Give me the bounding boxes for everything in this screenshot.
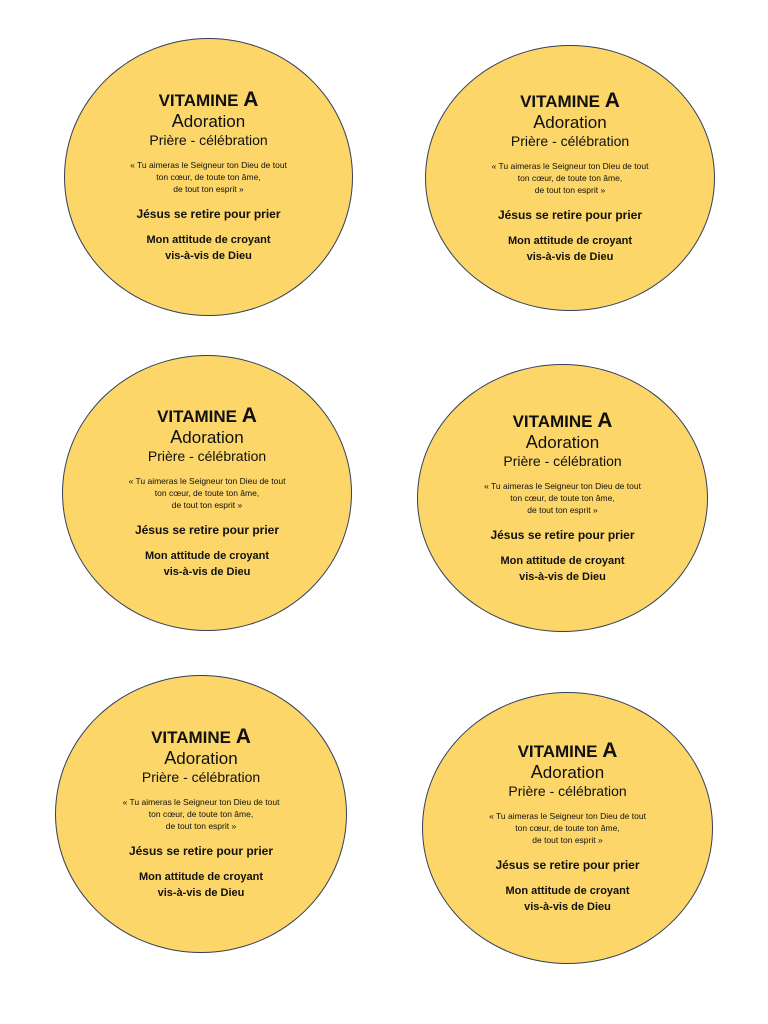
label-attitude: Mon attitude de croyant vis-à-vis de Dieu: [505, 885, 630, 913]
label-title: VITAMINE A: [157, 404, 257, 427]
label-subtitle: Adoration: [164, 748, 238, 768]
vitamin-label-3: [62, 355, 352, 631]
label-jesus-line: Jésus se retire pour prier: [136, 207, 281, 221]
label-title: VITAMINE A: [158, 88, 259, 111]
label-subtitle: Adoration: [533, 112, 607, 132]
label-title: VITAMINE A: [520, 89, 620, 112]
label-jesus-line: Jésus se retire pour prier: [490, 528, 635, 542]
vitamin-label-4: [417, 364, 708, 632]
label-quote: « Tu aimeras le Seigneur ton Dieu de tout ton cœur, de toute ton âme, de tout ton esprit »: [128, 476, 286, 510]
label-quote: « Tu aimeras le Seigneur ton Dieu de tout ton cœur, de toute ton âme, de tout ton esprit »: [489, 811, 646, 845]
vitamin-label-2: [425, 45, 715, 311]
vitamin-label-6: [422, 692, 713, 964]
label-jesus-line: Jésus se retire pour prier: [134, 523, 280, 537]
label-jesus-line: Jésus se retire pour prier: [497, 208, 643, 222]
label-title: VITAMINE A: [517, 739, 618, 762]
label-subtitle-2: Prière - célébration: [510, 133, 630, 149]
label-quote: « Tu aimeras le Seigneur ton Dieu de tout ton cœur, de toute ton âme, de tout ton esprit »: [130, 160, 287, 194]
label-subtitle: Adoration: [530, 762, 605, 782]
label-subtitle-2: Prière - célébration: [503, 453, 622, 469]
vitamin-label-5: [55, 675, 347, 953]
label-subtitle-2: Prière - célébration: [141, 769, 261, 785]
label-subtitle-2: Prière - célébration: [147, 448, 267, 464]
label-attitude: Mon attitude de croyant vis-à-vis de Dieu: [144, 550, 270, 578]
label-subtitle: Adoration: [525, 432, 600, 452]
label-subtitle-2: Prière - célébration: [149, 132, 268, 148]
label-subtitle: Adoration: [171, 111, 246, 131]
vitamin-label-1: [64, 38, 353, 316]
label-jesus-line: Jésus se retire pour prier: [495, 858, 640, 872]
label-quote: « Tu aimeras le Seigneur ton Dieu de tout ton cœur, de toute ton âme, de tout ton esprit »: [484, 481, 641, 515]
label-attitude: Mon attitude de croyant vis-à-vis de Dieu: [146, 234, 271, 262]
label-quote: « Tu aimeras le Seigneur ton Dieu de tout ton cœur, de toute ton âme, de tout ton esprit »: [491, 161, 649, 195]
label-attitude: Mon attitude de croyant vis-à-vis de Dieu: [507, 235, 633, 263]
label-jesus-line: Jésus se retire pour prier: [128, 844, 274, 858]
label-attitude: Mon attitude de croyant vis-à-vis de Dieu: [138, 871, 264, 899]
label-subtitle: Adoration: [170, 427, 244, 447]
label-quote: « Tu aimeras le Seigneur ton Dieu de tout ton cœur, de toute ton âme, de tout ton esprit »: [122, 797, 280, 831]
label-attitude: Mon attitude de croyant vis-à-vis de Dieu: [500, 555, 625, 583]
label-subtitle-2: Prière - célébration: [508, 783, 627, 799]
label-title: VITAMINE A: [512, 409, 613, 432]
label-title: VITAMINE A: [151, 725, 251, 748]
